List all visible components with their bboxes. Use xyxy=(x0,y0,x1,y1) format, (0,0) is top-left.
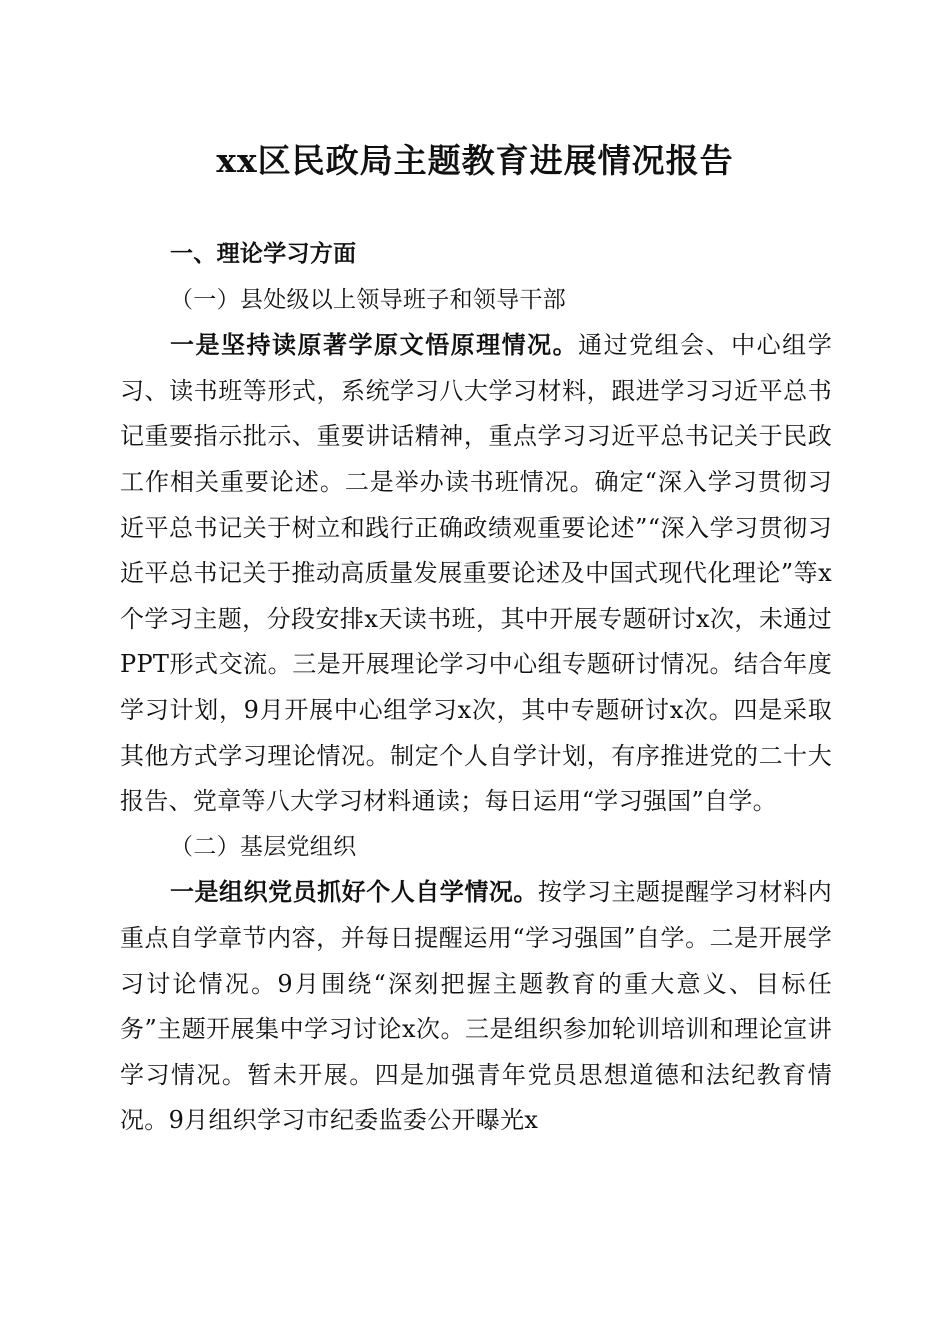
subsection-heading-leadership: （一）县处级以上领导班子和领导干部 xyxy=(170,286,567,313)
document-body xyxy=(120,232,832,1144)
section-heading-theory-study: 一、理论学习方面 xyxy=(170,241,357,267)
paragraph-leadership-study xyxy=(120,323,832,825)
paragraph-body-text: 按学习主题提醒学习材料内重点自学章节内容，并每日提醒运用“学习强国”自学。二是开展学习讨论情况。9月围绕“深刻把握主题教育的重大意义、目标任务”主题开展集中学习讨论x次。三是组织参加轮训培训和理论宣讲学习情况。暂未开展。四是加强青年党员思想道德和法纪教育情况。9月组织学习市纪委监委公开曝光x xyxy=(120,878,832,1135)
document-title: xx区民政局主题教育进展情况报告 xyxy=(216,141,734,180)
paragraph-lead-text: 一是坚持读原著学原文悟原理情况。 xyxy=(170,331,579,360)
paragraph-body-text: 通过党组会、中心组学习、读书班等形式，系统学习八大学习材料，跟进学习习近平总书记重要指示批示、重要讲话精神，重点学习习近平总书记关于民政工作相关重要论述。二是举办读书班情况。确定“深入学习贯彻习近平总书记关于树立和践行正确政绩观重要论述”“深入学习贯彻习近平总书记关于推动高质量发展重要论述及中国式现代化理论”等x个学习主题，分段安排x天读书班，其中开展专题研讨x次，未通过PPT形式交流。三是开展理论学习中心组专题研讨情况。结合年度学习计划，9月开展中心组学习x次，其中专题研讨x次。四是采取其他方式学习理论情况。制定个人自学计划，有序推进党的二十大报告、党章等八大学习材料通读；每日运用“学习强国”自学。 xyxy=(120,331,832,816)
subsection-heading-grassroots: （二）基层党组织 xyxy=(170,833,357,860)
paragraph-grassroots-study xyxy=(120,870,832,1144)
paragraph-lead-text: 一是组织党员抓好个人自学情况。 xyxy=(170,878,538,907)
